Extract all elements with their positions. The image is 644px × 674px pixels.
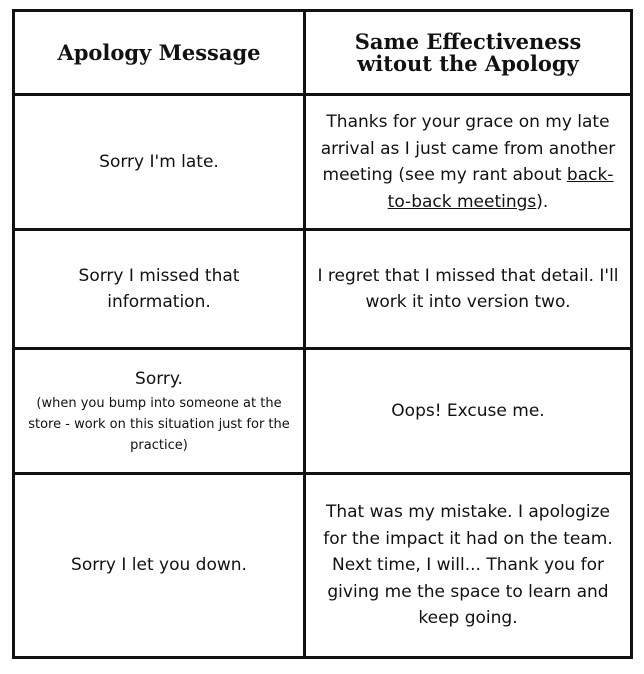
row-4-apology-text: Sorry I let you down. — [71, 555, 247, 576]
row-1-apology-cell — [15, 96, 306, 231]
header-alternative-line2: witout the Apology — [357, 50, 579, 76]
row-3-apology-text: Sorry. — [135, 369, 183, 390]
header-same-effectiveness — [306, 12, 630, 96]
row-3-apology-note: (when you bump into someone at the store - work on this situation just for the practice) — [28, 395, 290, 453]
row-1-alternative-text — [320, 109, 616, 215]
row-3-alternative-text: Oops! Excuse me. — [391, 400, 545, 421]
row-3-alternative-cell — [306, 350, 630, 475]
row-1-alternative-after: ). — [536, 191, 549, 212]
row-1-alternative-cell — [306, 96, 630, 231]
row-2-apology-cell — [15, 231, 306, 350]
row-2-apology-text: Sorry I missed that information. — [78, 265, 240, 312]
header-apology-message — [15, 12, 306, 96]
apology-comparison-table — [12, 9, 633, 659]
row-3-apology-stack — [19, 366, 299, 456]
row-4-apology-cell — [15, 475, 306, 656]
row-4-alternative-cell — [306, 475, 630, 656]
header-alternative-stack — [354, 28, 582, 76]
back-to-back-meetings-link[interactable]: back-to-back meetings — [387, 165, 614, 212]
row-2-alternative-text: I regret that I missed that detail. I'll work it into version two. — [317, 265, 619, 312]
row-1-alternative-before: Thanks for your grace on my late arrival as I just came from another meeting (see my rant about — [320, 112, 616, 185]
header-apology-label: Apology Message — [57, 39, 261, 65]
header-alternative-line1: Same Effectiveness — [354, 28, 582, 54]
row-4-alternative-text: That was my mistake. I apologize for the impact it had on the team. Next time, I will... Thank you for giving me the space to learn and keep going. — [323, 502, 613, 629]
row-3-apology-cell — [15, 350, 306, 475]
row-1-apology-text: Sorry I'm late. — [99, 151, 219, 172]
row-2-alternative-cell — [306, 231, 630, 350]
